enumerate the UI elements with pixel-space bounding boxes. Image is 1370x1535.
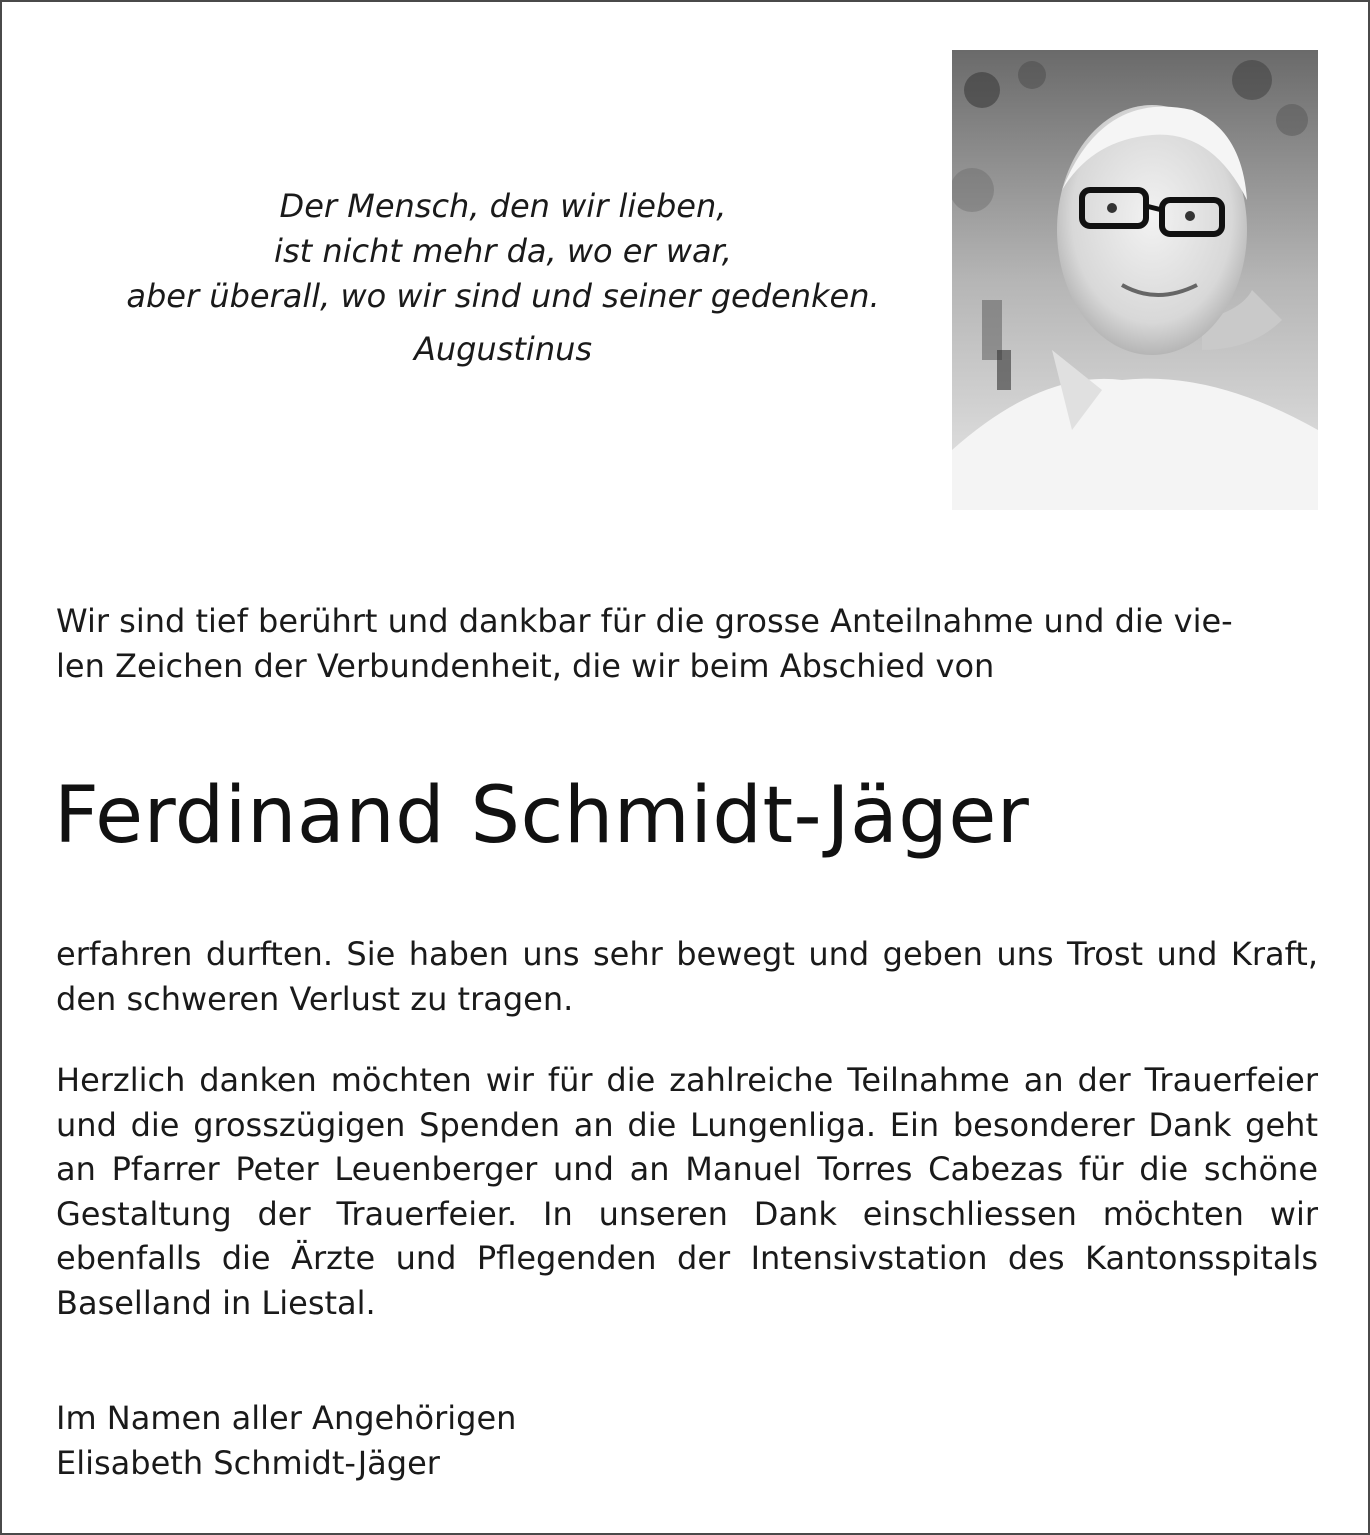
quote-line: ist nicht mehr da, wo er war, (274, 232, 732, 270)
quote-author: Augustinus (413, 330, 593, 368)
thanks-paragraph: erfahren durften. Sie haben uns sehr bewegt und geben uns Trost und Kraft, den schweren Verlust zu tragen. (56, 935, 1318, 1018)
signature (56, 1396, 1318, 1485)
acknowledgements-paragraph: Herzlich danken möchten wir für die zahlreiche Teilnahme an der Trauerfeier und die grosszügigen Spenden an die Lungenliga. Ein besonderer Dank geht an Pfarrer Peter Leuenberger und an Manuel Torres Cabezas für die schöne Gestaltung der Trauerfeier. In unseren Dank einschliessen möchten wir ebenfalls die Ärzte und Pflegenden der Intensivstation des Kantonsspitals Baselland in Liestal. (56, 1061, 1318, 1322)
memorial-quote (98, 184, 908, 372)
signature-line: Im Namen aller Angehörigen (56, 1399, 517, 1437)
portrait-photo-icon (952, 50, 1318, 510)
quote-line: aber überall, wo wir sind und seiner gedenken. (126, 277, 880, 315)
intro-line: len Zeichen der Verbundenheit, die wir beim Abschied von (56, 646, 995, 685)
quote-line: Der Mensch, den wir lieben, (279, 187, 727, 225)
intro-line: Wir sind tief berührt und dankbar für die grosse Anteilnahme und die vie- (56, 602, 1233, 640)
deceased-name: Ferdinand Schmidt-Jäger (54, 771, 1030, 861)
signature-name: Elisabeth Schmidt-Jäger (56, 1443, 440, 1482)
intro-paragraph (56, 599, 1318, 688)
portrait-photo (952, 50, 1318, 510)
